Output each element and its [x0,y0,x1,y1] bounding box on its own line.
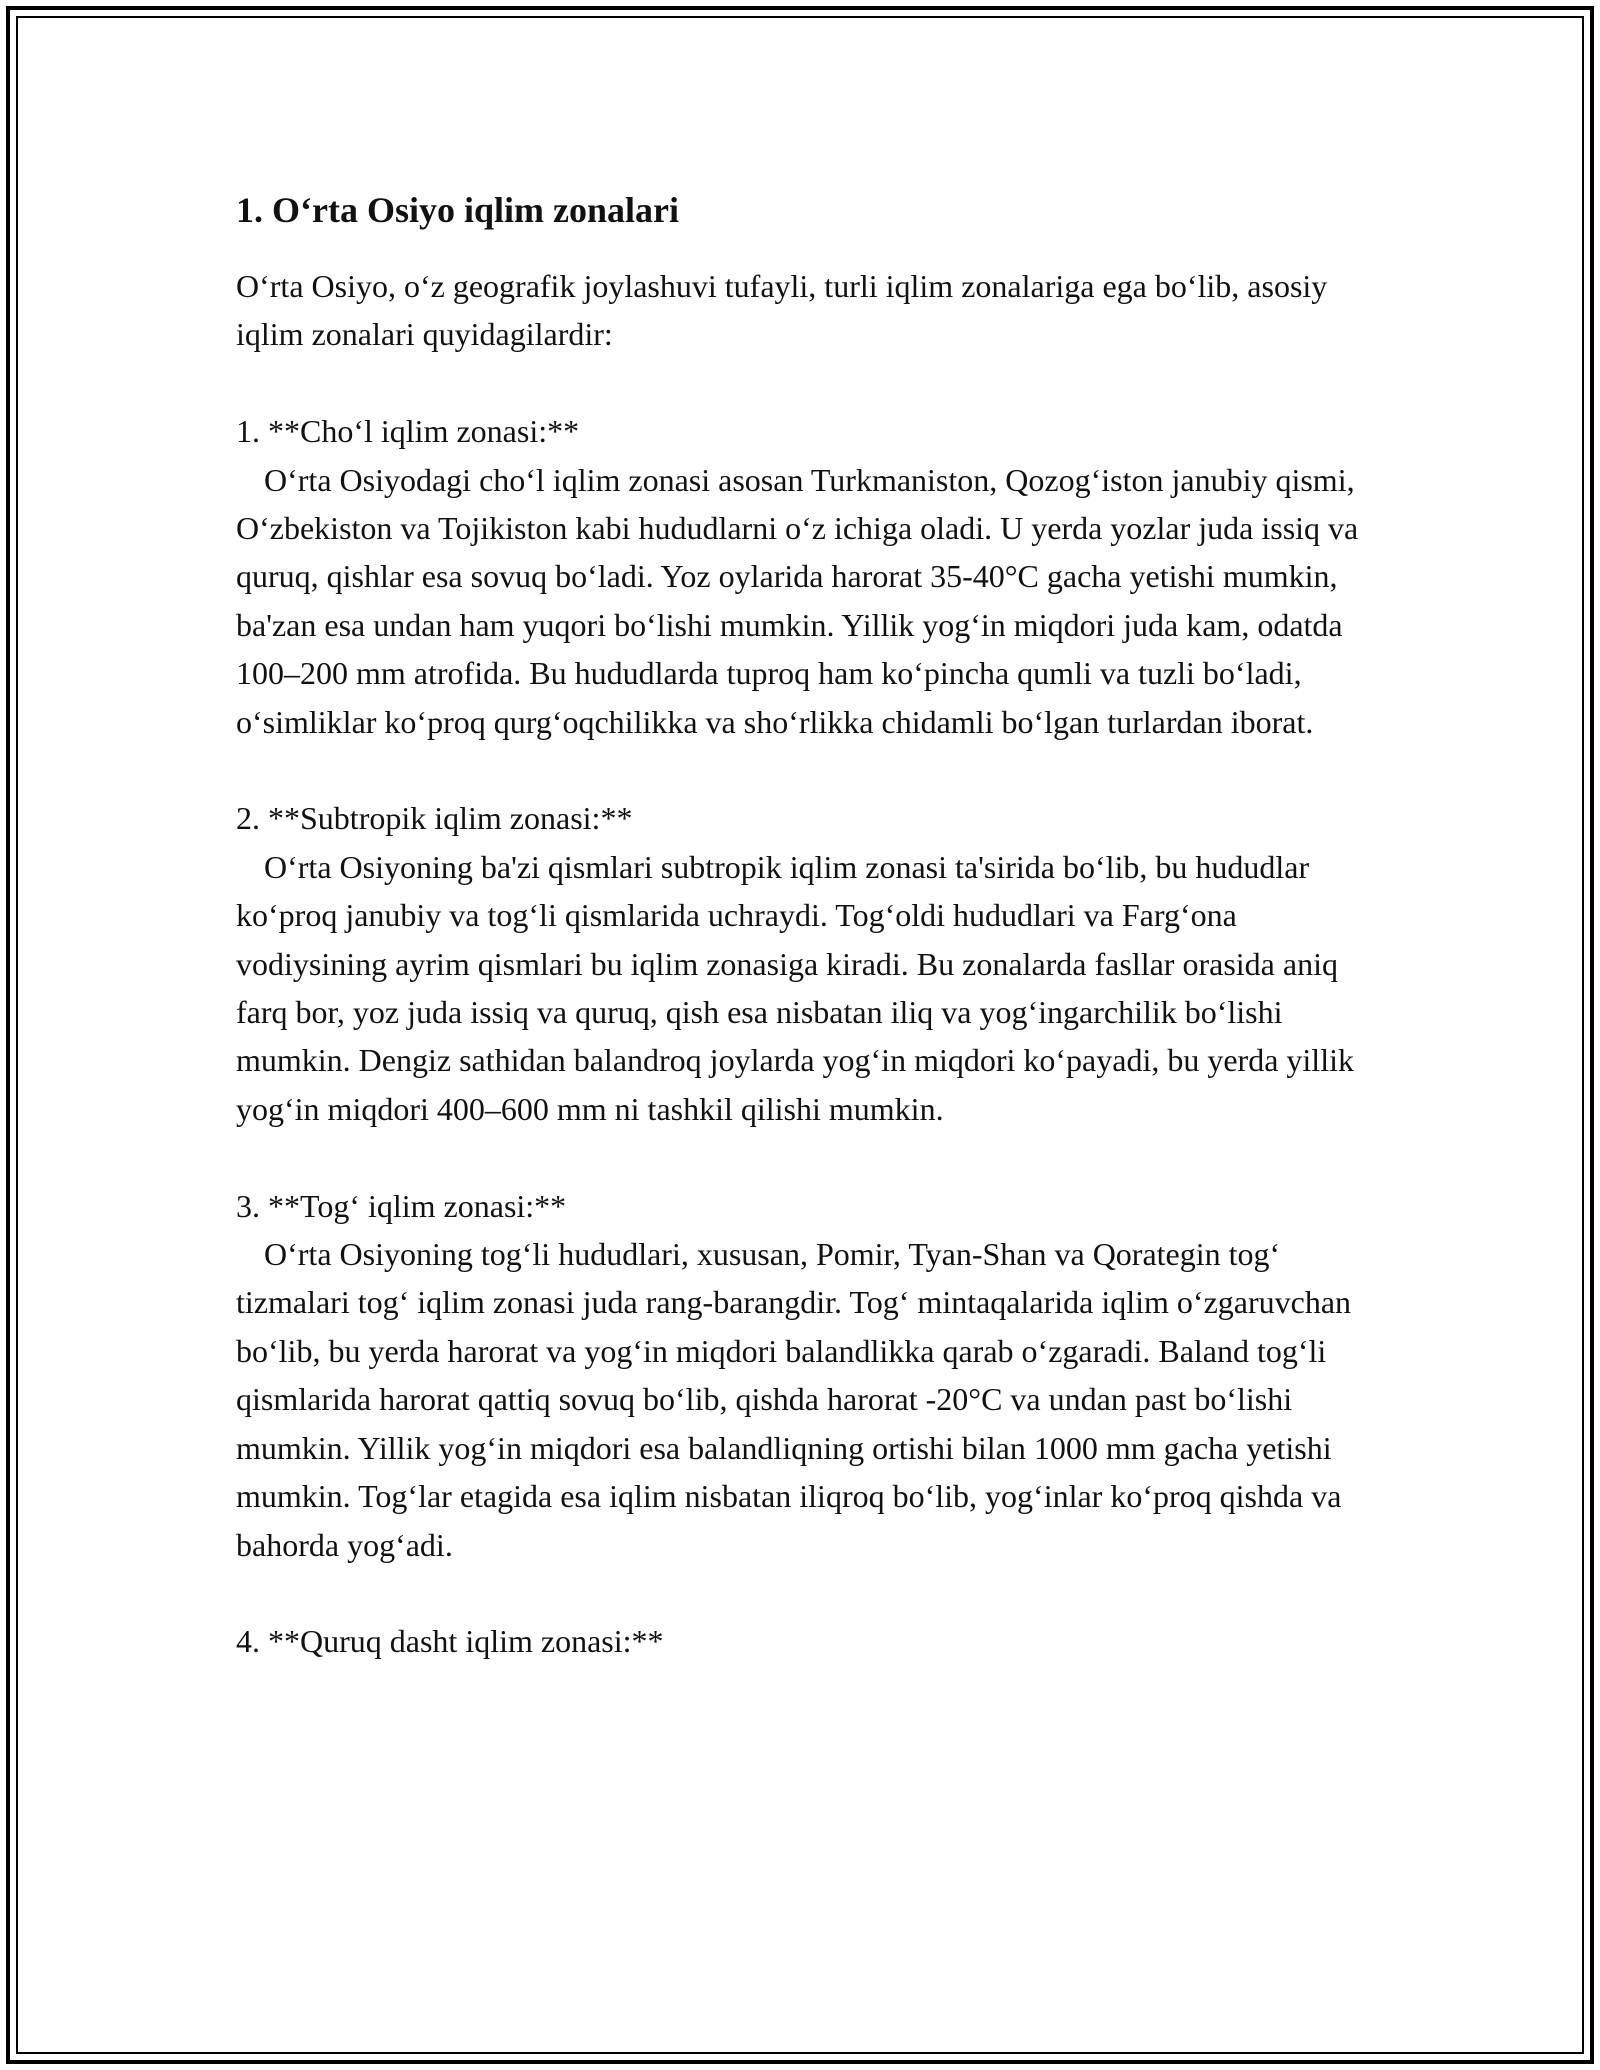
zone-dry-steppe [236,1617,1376,1665]
zone-desert [236,407,1376,746]
document-body [236,186,1376,1666]
zone-body-mountain: O‘rta Osiyoning tog‘li hududlari, xususan, Pomir, Tyan-Shan va Qorategin tog‘ tizmalari tog‘ iqlim zonasi juda rang-barangdir. Tog‘ mintaqalarida iqlim o‘zgaruvchan bo‘lib, bu yerda harorat va yog‘in miqdori balandlikka qarab o‘zgaradi. Baland tog‘li qismlarida harorat qattiq sovuq bo‘lib, qishda harorat -20°C va undan past bo‘lishi mumkin. Yillik yog‘in miqdori esa balandliqning ortishi bilan 1000 mm gacha yetishi mumkin. Tog‘lar etagida esa iqlim nisbatan iliqroq bo‘lib, yog‘inlar ko‘proq qishda va bahorda yog‘adi. [236,1236,1352,1563]
section-heading: 1. O‘rta Osiyo iqlim zonalari [236,190,679,230]
zone-subtropical [236,794,1376,1133]
zone-mountain [236,1182,1376,1569]
zone-title-subtropical: 2. **Subtropik iqlim zonasi:** [236,800,633,837]
zone-title-mountain: 3. **Tog‘ iqlim zonasi:** [236,1187,567,1224]
zone-title-desert: 1. **Cho‘l iqlim zonasi:** [236,413,580,450]
zone-body-desert: O‘rta Osiyodagi cho‘l iqlim zonasi asosan Turkmaniston, Qozog‘iston janubiy qismi, O‘zbekiston va Tojikiston kabi hududlarni o‘z ichiga oladi. U yerda yozlar juda issiq va quruq, qishlar esa sovuq bo‘ladi. Yoz oylarida harorat 35-40°C gacha yetishi mumkin, ba'zan esa undan ham yuqori bo‘lishi mumkin. Yillik yog‘in miqdori juda kam, odatda 100–200 mm atrofida. Bu hududlarda tuproq ham ko‘pincha qumli va tuzli bo‘ladi, o‘simliklar ko‘proq qurg‘oqchilikka va sho‘rlikka chidamli bo‘lgan turlardan iborat. [236,461,1359,740]
intro-paragraph: O‘rta Osiyo, o‘z geografik joylashuvi tufayli, turli iqlim zonalariga ega bo‘lib, asosiy iqlim zonalari quyidagilardir: [236,268,1336,353]
zone-title-dry-steppe: 4. **Quruq dasht iqlim zonasi:** [236,1623,664,1660]
zone-body-subtropical: O‘rta Osiyoning ba'zi qismlari subtropik iqlim zonasi ta'sirida bo‘lib, bu hududlar ko‘proq janubiy va tog‘li qismlarida uchraydi. Tog‘oldi hududlari va Farg‘ona vodiysining ayrim qismlari bu iqlim zonasiga kiradi. Bu zonalarda fasllar orasida aniq farq bor, yoz juda issiq va quruq, qish esa nisbatan iliq va yog‘ingarchilik bo‘lishi mumkin. Dengiz sathidan balandroq joylarda yog‘in miqdori ko‘payadi, bu yerda yillik yog‘in miqdori 400–600 mm ni tashkil qilishi mumkin. [236,848,1354,1127]
